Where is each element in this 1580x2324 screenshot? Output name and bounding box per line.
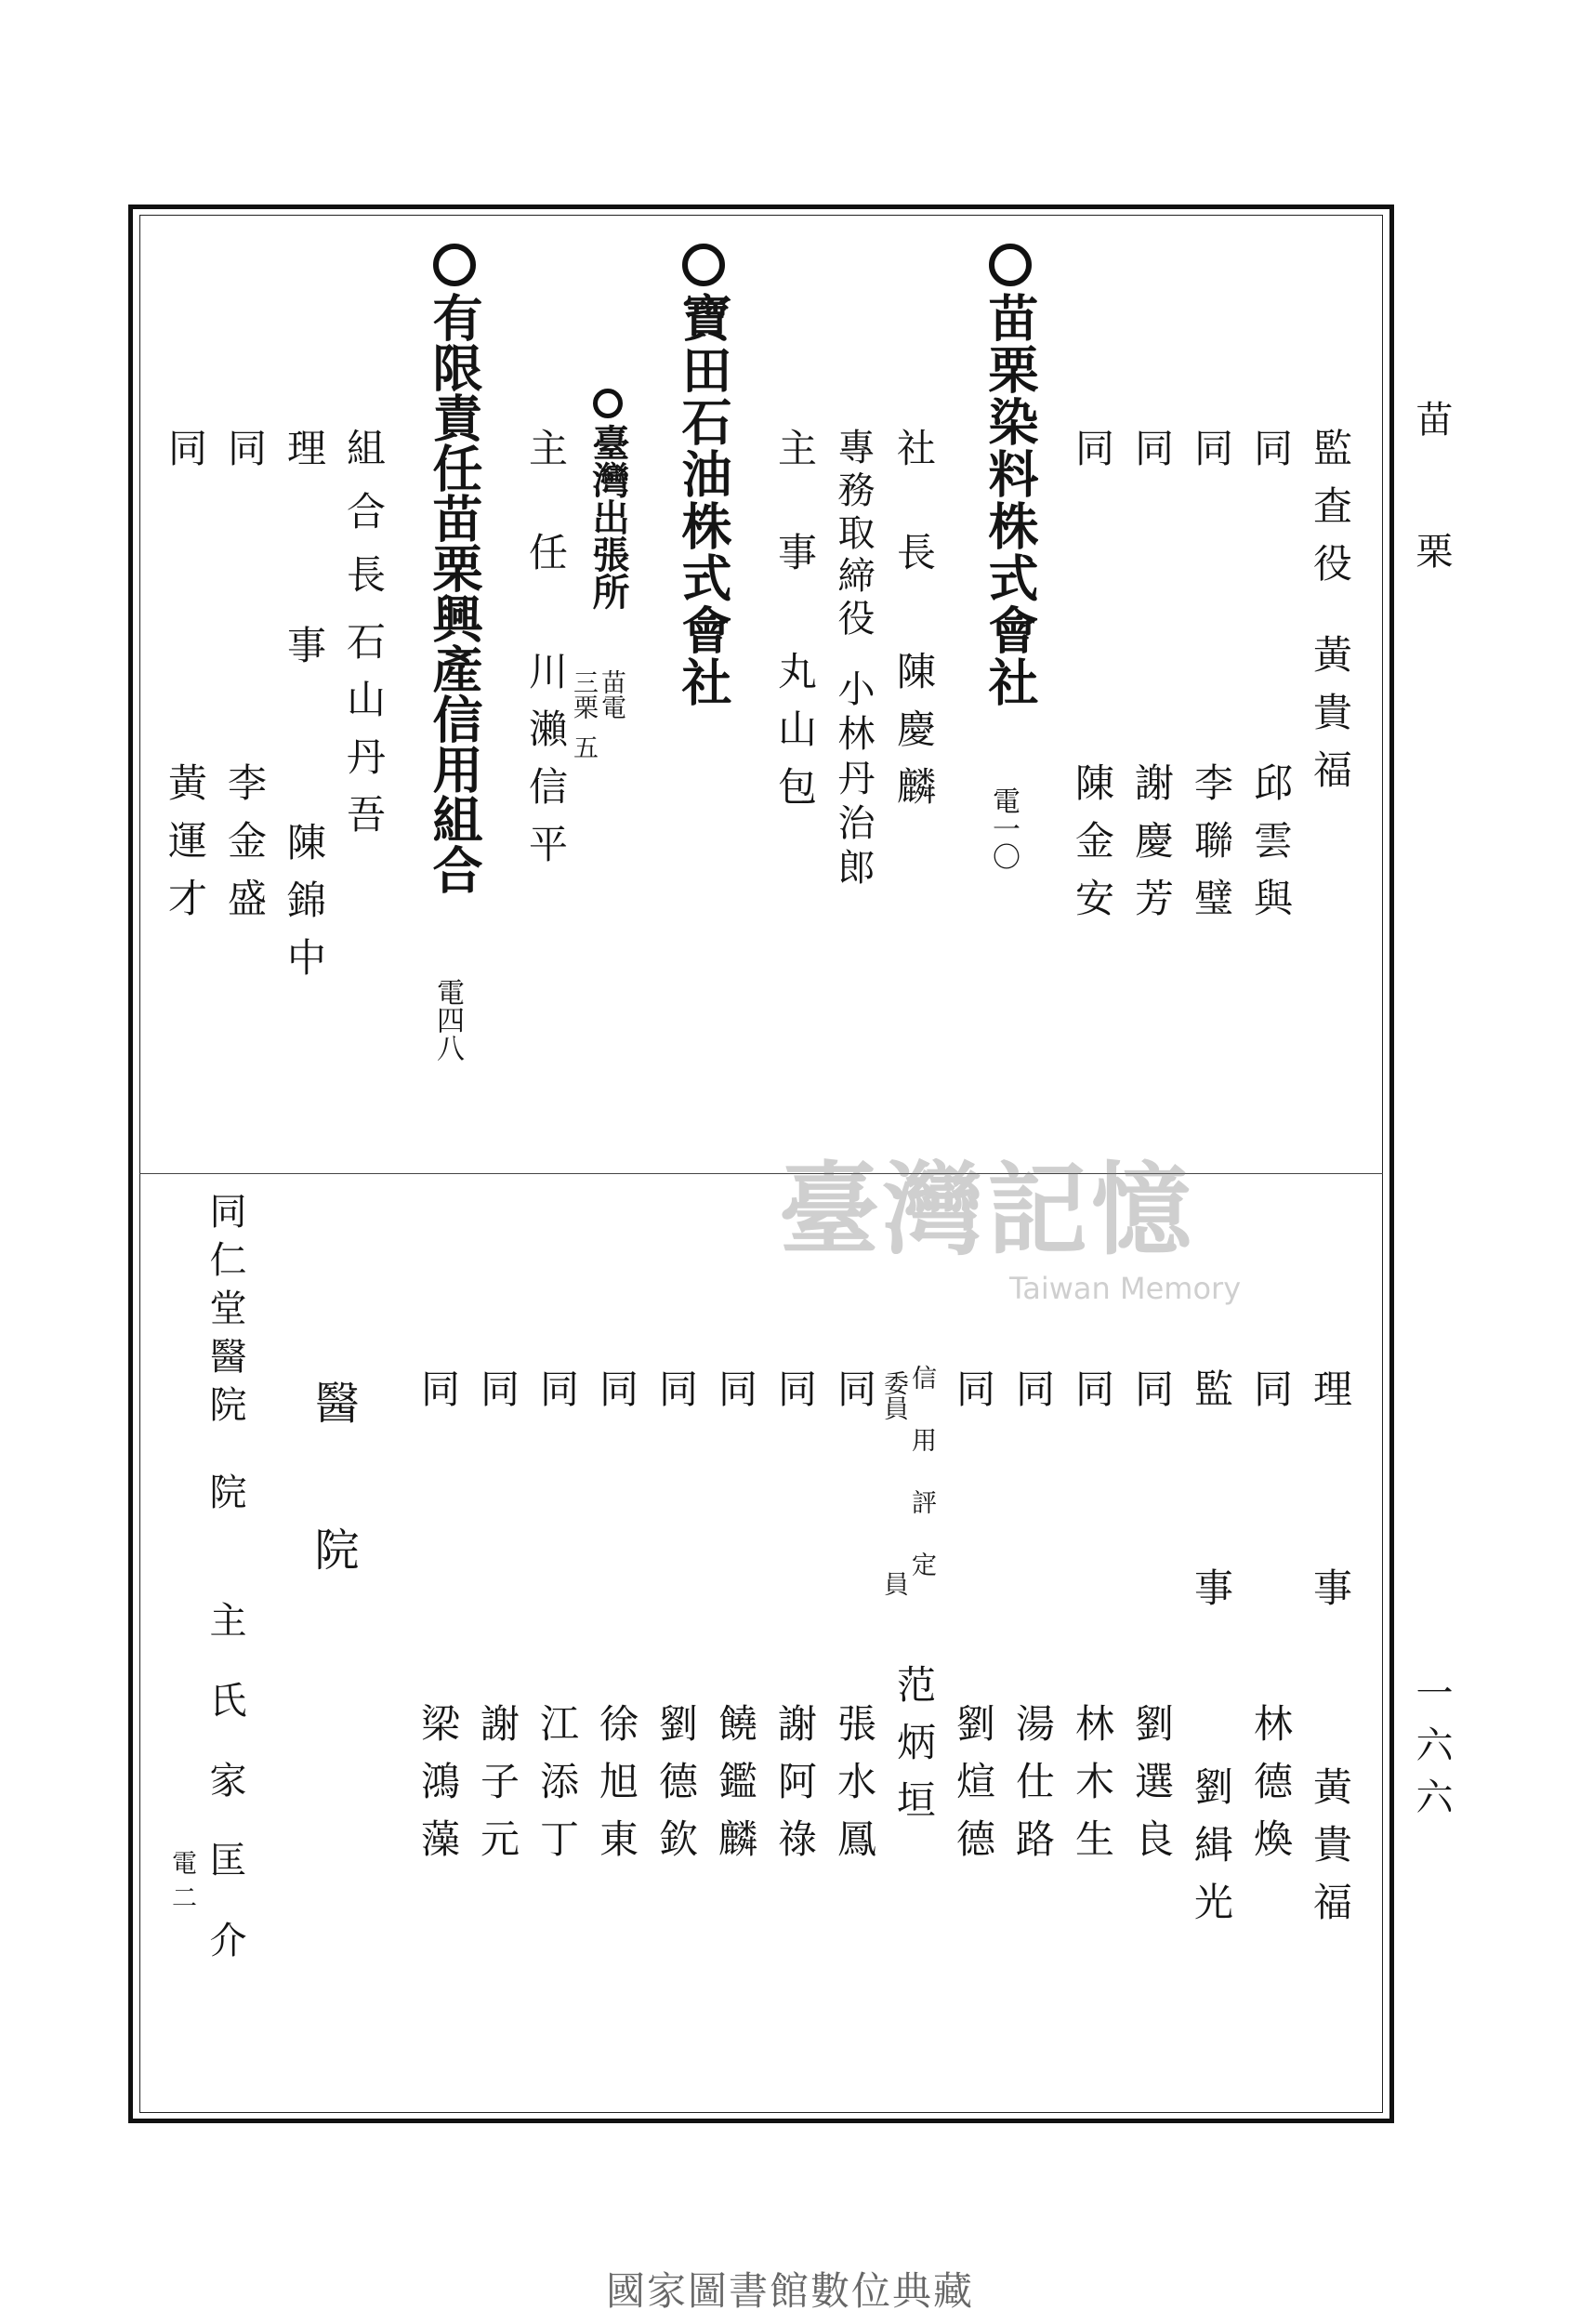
company-phone-3: 電四八	[431, 978, 464, 1062]
page-number: 一六六	[1410, 1673, 1453, 1829]
watermark-en: Taiwan Memory	[1009, 1271, 1242, 1306]
person-name: 李金盛	[222, 762, 268, 935]
role-label: 院主	[204, 1472, 246, 1729]
watermark-cn: 臺灣記憶	[779, 1152, 1196, 1269]
entry-b16	[415, 1368, 461, 1876]
role-label: 同	[415, 1368, 461, 1407]
person-name: 劉緝光	[1189, 1766, 1234, 1939]
person-name: 陳錦中	[282, 822, 327, 995]
role-label: 同	[1189, 428, 1234, 467]
person-name: 江添丁	[534, 1703, 580, 1876]
circle-bullet-icon	[593, 389, 623, 418]
entry-a1	[1308, 428, 1353, 807]
role-label: 同	[1129, 428, 1175, 467]
role-label: 同	[534, 1368, 580, 1407]
role-label: 專務取締役	[832, 428, 875, 641]
person-name: 饒鑑麟	[713, 1703, 758, 1876]
branch-heading	[586, 389, 630, 610]
person-name: 陳金安	[1070, 762, 1115, 935]
entry-a3	[1189, 428, 1234, 935]
person-name: 張水鳳	[832, 1703, 877, 1876]
person-name: 劉選良	[1129, 1703, 1175, 1876]
entry-b11	[713, 1368, 758, 1876]
role-label: 同	[1248, 428, 1294, 467]
entry-b4	[1129, 1368, 1175, 1876]
role-label: 同	[594, 1368, 639, 1407]
role-label: 理事	[1308, 1368, 1353, 1766]
entry-a4	[1129, 428, 1175, 935]
page-header-place: 苗 栗	[1410, 400, 1453, 595]
role-label-credit-a: 信用評定	[907, 1365, 936, 1614]
person-name: 黃貴福	[1308, 634, 1353, 807]
company-name: 有限責任苗栗興產信用組合	[425, 292, 484, 894]
person-name: 陳慶麟	[891, 651, 937, 824]
role-label: 同	[832, 1368, 877, 1407]
person-name: 李聯璧	[1189, 762, 1234, 935]
entry-a2	[1248, 428, 1294, 935]
person-name: 謝慶芳	[1129, 762, 1175, 935]
person-name: 徐旭東	[594, 1703, 639, 1876]
role-label: 監査役	[1308, 428, 1353, 601]
section-title-hospital: 醫院	[307, 1380, 359, 1673]
branch-name: 臺灣出張所	[586, 424, 630, 610]
role-label: 同	[1070, 1368, 1115, 1407]
entry-a5	[1070, 428, 1115, 935]
entry-b2	[1248, 1368, 1294, 1876]
person-name: 小林丹治郎	[832, 669, 875, 892]
company-phone-1: 電一〇	[987, 786, 1020, 870]
person-name-b8: 范炳垣	[891, 1664, 937, 1837]
branch-phone-b: 三栗	[569, 669, 598, 720]
role-label-credit-c: 員	[879, 1571, 908, 1596]
person-name: 謝阿祿	[772, 1703, 818, 1876]
company-name: 苗栗染料株式會社	[981, 292, 1040, 708]
entry-b15	[475, 1368, 520, 1876]
hospital-head-name: 氏家匡介	[204, 1681, 246, 2000]
entry-c1-r3	[772, 428, 818, 824]
person-name: 劉德欽	[653, 1703, 699, 1876]
entry-c3-r2	[282, 428, 327, 995]
role-label: 同	[653, 1368, 699, 1407]
footer-credit: 國家圖書館數位典藏	[605, 2268, 974, 2314]
entry-b1	[1308, 1368, 1353, 1939]
hospital-name: 同仁堂醫院	[204, 1192, 246, 1433]
role-label: 社長	[891, 428, 937, 636]
entry-c2-r1	[523, 428, 569, 881]
person-name: 謝子元	[475, 1703, 520, 1876]
entry-c1-r2	[832, 428, 875, 892]
watermark-logo	[779, 1152, 1262, 1327]
company-heading-3	[425, 244, 484, 894]
branch-phone-c: 五	[569, 734, 598, 759]
person-name: 林德煥	[1248, 1703, 1294, 1876]
entry-b9	[832, 1368, 877, 1876]
person-name: 劉煊德	[951, 1703, 996, 1876]
entry-b7	[951, 1368, 996, 1876]
role-label: 同	[475, 1368, 520, 1407]
branch-phone-a: 苗電	[597, 669, 625, 720]
role-label: 同	[1248, 1368, 1294, 1407]
person-name: 林木生	[1070, 1703, 1115, 1876]
person-name: 湯仕路	[1010, 1703, 1056, 1876]
company-heading-1	[981, 244, 1040, 708]
role-label: 監事	[1189, 1368, 1234, 1766]
entry-b5	[1070, 1368, 1115, 1876]
entry-b6	[1010, 1368, 1056, 1876]
entry-b13	[594, 1368, 639, 1876]
person-name: 邱雲與	[1248, 762, 1294, 935]
company-heading-2	[674, 244, 733, 708]
hospital-phone: 電二	[167, 1850, 196, 1919]
entry-b14	[534, 1368, 580, 1876]
role-label: 同	[1129, 1368, 1175, 1407]
person-name: 石山丹吾	[341, 621, 387, 852]
role-label: 同	[951, 1368, 996, 1407]
person-name: 黃貴福	[1308, 1766, 1353, 1939]
role-label: 同	[163, 428, 208, 467]
entry-b10	[772, 1368, 818, 1876]
person-name: 丸山包	[772, 651, 818, 824]
circle-bullet-icon	[989, 244, 1032, 286]
person-name: 川瀨信平	[523, 651, 569, 881]
role-label: 組合長	[341, 428, 387, 617]
entry-c3-r3	[222, 428, 268, 935]
role-label: 主任	[523, 428, 569, 636]
entry-b3	[1189, 1368, 1234, 1939]
role-label: 理事	[282, 428, 327, 822]
role-label: 同	[1010, 1368, 1056, 1407]
role-label: 主事	[772, 428, 818, 636]
person-name: 黃運才	[163, 762, 208, 935]
circle-bullet-icon	[433, 244, 476, 286]
entry-b12	[653, 1368, 699, 1876]
role-label: 同	[222, 428, 268, 467]
role-label-credit-b: 委員	[879, 1370, 908, 1420]
circle-bullet-icon	[682, 244, 725, 286]
company-name: 寶田石油株式會社	[674, 292, 733, 708]
role-label: 同	[713, 1368, 758, 1407]
role-label: 同	[1070, 428, 1115, 467]
role-label: 同	[772, 1368, 818, 1407]
entry-c1-r1	[891, 428, 937, 824]
person-name: 梁鴻藻	[415, 1703, 461, 1876]
entry-c3-r1	[341, 428, 387, 852]
entry-c3-r4	[163, 428, 208, 935]
